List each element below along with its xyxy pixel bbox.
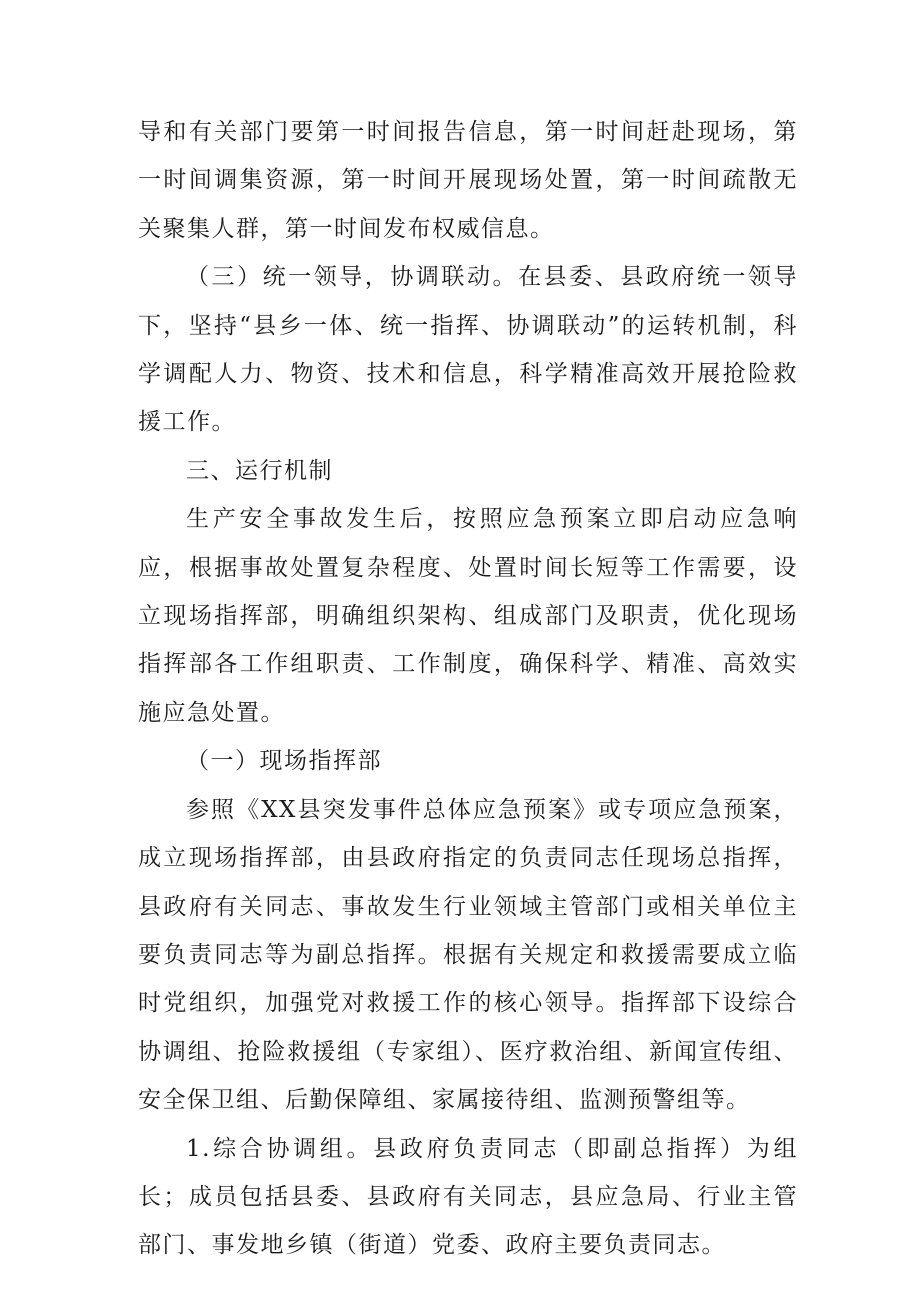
document-body [138, 108, 798, 1270]
subsection-heading-onsite-command: （一）现场指挥部 [186, 748, 382, 775]
paragraph-continuation: 导和有关部门要第一时间报告信息，第一时间赶赴现场，第一时间调集资源，第一时间开展现场处置，第一时间疏散无关聚集人群，第一时间发布权威信息。 [138, 119, 798, 242]
paragraph-coordination-group: 1.综合协调组。县政府负责同志（即副总指挥）为组长；成员包括县委、县政府有关同志，县应急局、行业主管部门、事发地乡镇（街道）党委、政府主要负责同志。 [138, 1135, 798, 1259]
paragraph-onsite-command: 参照《XX县突发事件总体应急预案》或专项应急预案，成立现场指挥部，由县政府指定的负责同志任现场总指挥，县政府有关同志、事故发生行业领域主管部门或相关单位主要负责同志等为副总指挥。根据有关规定和救援需要成立临时党组织，加强党对救援工作的核心领导。指挥部下设综合协调组、抢险救援组（专家组）、医疗救治组、新闻宣传组、安全保卫组、后勤保障组、家属接待组、监测预警组等。 [138, 796, 798, 1114]
paragraph-unified-leadership: （三）统一领导，协调联动。在县委、县政府统一领导下，坚持“县乡一体、统一指挥、协调联动”的运转机制，科学调配人力、物资、技术和信息，科学精准高效开展抢险救援工作。 [138, 264, 798, 436]
section-heading-operating-mechanism: 三、运行机制 [186, 457, 333, 484]
paragraph-operating-mechanism: 生产安全事故发生后，按照应急预案立即启动应急响应，根据事故处置复杂程度、处置时间长短等工作需要，设立现场指挥部，明确组织架构、组成部门及职责，优化现场指挥部各工作组职责、工作制度，确保科学、精准、高效实施应急处置。 [138, 506, 798, 726]
